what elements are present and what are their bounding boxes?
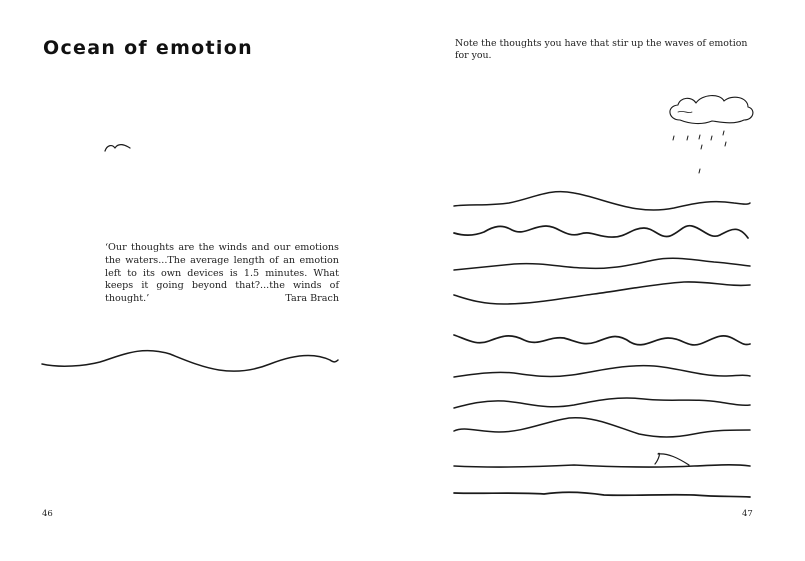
wave-line (454, 258, 750, 270)
wave-line (454, 335, 750, 345)
left-page (0, 0, 402, 561)
instruction-text: Note the thoughts you have that stir up the waves of emotion for you. (455, 38, 748, 61)
quote-text: ‘Our thoughts are the winds and our emotions the waters...The average length of an emotion left to its own devices is 1.5 minutes. What keeps it going beyond that?...the winds of thought.’ (105, 242, 339, 305)
left-wave-line (40, 340, 350, 380)
page-title: Ocean of emotion (43, 37, 253, 59)
shark-fin-icon (655, 453, 689, 465)
wave-line (454, 492, 750, 497)
page-number-left: 46 (42, 509, 53, 519)
wave-line (454, 465, 750, 467)
right-page (402, 0, 805, 561)
rain-cloud-icon (664, 92, 764, 182)
wave-line (454, 226, 748, 238)
wave-writing-lines (454, 186, 754, 506)
page-number-right: 47 (742, 509, 753, 519)
wave-line (454, 418, 750, 437)
wave-line (454, 366, 750, 377)
wave-line (454, 398, 750, 408)
wave-line (454, 282, 750, 304)
wave-line (454, 192, 750, 210)
bird-icon (102, 140, 132, 154)
quote-author: Tara Brach (285, 293, 339, 304)
